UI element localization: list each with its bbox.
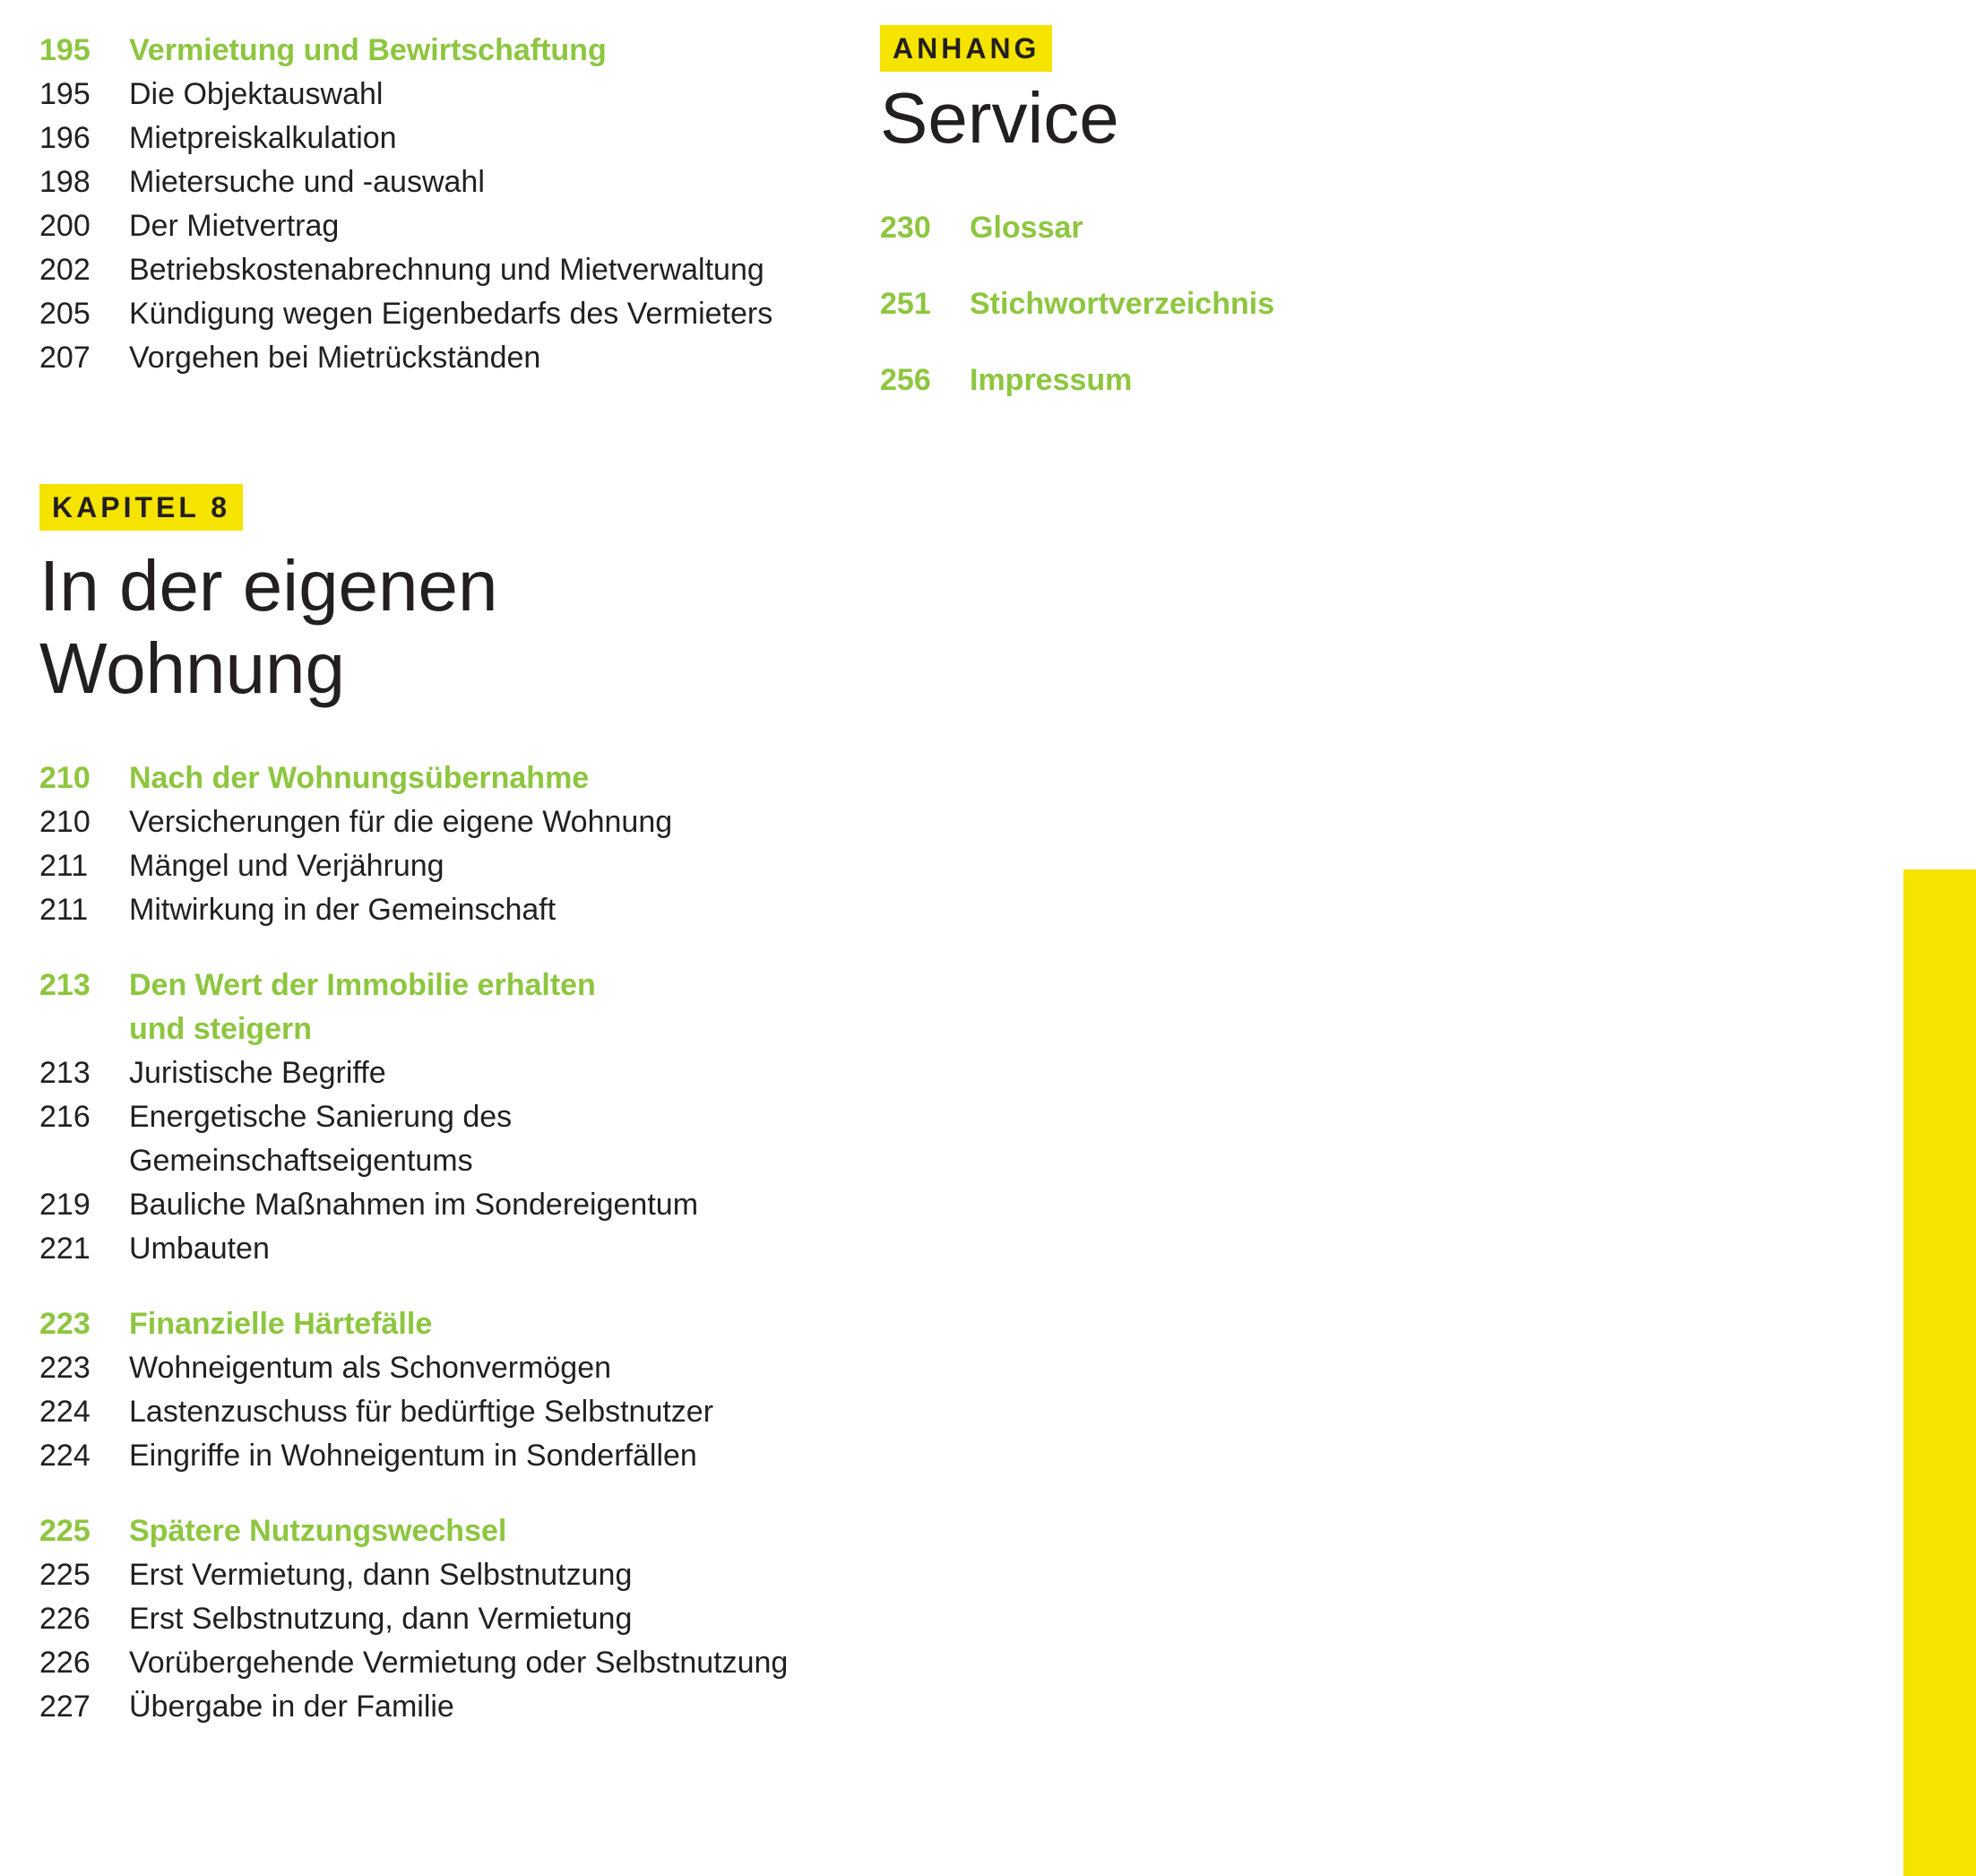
toc-entry[interactable] bbox=[39, 1553, 846, 1597]
toc-entry[interactable] bbox=[39, 160, 846, 204]
toc-section-title: Spätere Nutzungswechsel bbox=[129, 1514, 507, 1548]
toc-entry-title: Umbauten bbox=[129, 1232, 270, 1266]
toc-entry-title: Der Mietvertrag bbox=[129, 209, 340, 243]
toc-page-number: 211 bbox=[39, 849, 89, 883]
toc-page-number: 256 bbox=[880, 363, 931, 397]
toc-page-number: 205 bbox=[39, 297, 91, 331]
section-spacer bbox=[39, 1271, 846, 1302]
toc-page-number: 200 bbox=[39, 209, 91, 243]
toc-entry[interactable] bbox=[39, 1051, 846, 1095]
toc-entry-title: Mietpreiskalkulation bbox=[129, 121, 397, 155]
toc-entry-title: Erst Vermietung, dann Selbstnutzung bbox=[129, 1558, 633, 1592]
toc-title-line: Den Wert der Immobilie erhalten bbox=[129, 968, 596, 1002]
toc-entry[interactable] bbox=[39, 1095, 846, 1183]
toc-entry-title: Mietersuche und -auswahl bbox=[129, 165, 485, 199]
toc-page-number: 223 bbox=[39, 1351, 91, 1385]
toc-entry-title: Die Objektauswahl bbox=[129, 77, 384, 111]
toc-entry-title: Vorübergehende Vermietung oder Selbstnutzung bbox=[129, 1646, 789, 1680]
toc-entry[interactable] bbox=[39, 248, 846, 292]
toc-entry[interactable] bbox=[39, 336, 846, 380]
toc-page-number: 224 bbox=[39, 1439, 91, 1473]
toc-page-number: 225 bbox=[39, 1558, 91, 1592]
chapter-title-line: Wohnung bbox=[39, 628, 346, 708]
toc-page-number: 223 bbox=[39, 1307, 91, 1341]
toc-page-number: 221 bbox=[39, 1232, 91, 1266]
toc-page-number: 195 bbox=[39, 77, 91, 111]
toc-entry-title: Vorgehen bei Mietrückständen bbox=[129, 341, 541, 375]
toc-page-number: 216 bbox=[39, 1100, 91, 1134]
toc-section-heading[interactable] bbox=[880, 282, 1687, 326]
toc-section-heading[interactable] bbox=[39, 29, 846, 73]
appendix-title: Service bbox=[880, 78, 1119, 158]
chapter-title bbox=[39, 545, 498, 710]
toc-page-number: 227 bbox=[39, 1690, 91, 1724]
toc-entry[interactable] bbox=[39, 1434, 846, 1478]
appendix-badge: ANHANG bbox=[880, 25, 1052, 72]
toc-entry[interactable] bbox=[39, 73, 846, 117]
chapter-8-toc bbox=[39, 756, 846, 1729]
toc-entry[interactable] bbox=[39, 1227, 846, 1271]
chapter-8-header bbox=[39, 484, 498, 710]
toc-entry-title: Betriebskostenabrechnung und Mietverwaltung bbox=[129, 253, 764, 287]
toc-section-title: Vermietung und Bewirtschaftung bbox=[129, 33, 607, 67]
toc-page-number: 198 bbox=[39, 165, 91, 199]
toc-page-number: 213 bbox=[39, 968, 91, 1002]
toc-section-heading[interactable] bbox=[39, 964, 846, 1051]
toc-entry-title: Eingriffe in Wohneigentum in Sonderfällen bbox=[129, 1439, 697, 1473]
appendix-toc bbox=[880, 25, 1687, 435]
toc-entry[interactable] bbox=[39, 1685, 846, 1729]
toc-entry-title: Juristische Begriffe bbox=[129, 1056, 386, 1090]
toc-page-number: 210 bbox=[39, 805, 91, 839]
toc-section-heading[interactable] bbox=[39, 756, 846, 800]
toc-entry[interactable] bbox=[39, 1597, 846, 1641]
toc-entry[interactable] bbox=[39, 204, 846, 248]
toc-entry-title: Kündigung wegen Eigenbedarfs des Vermieters bbox=[129, 297, 773, 331]
toc-entry[interactable] bbox=[39, 117, 846, 160]
toc-entry-title: Übergabe in der Familie bbox=[129, 1690, 454, 1724]
toc-entry-title: Wohneigentum als Schonvermögen bbox=[129, 1351, 612, 1385]
toc-section-title: Finanzielle Härtefälle bbox=[129, 1307, 433, 1341]
chapter-badge: KAPITEL 8 bbox=[39, 484, 243, 531]
toc-entry-title: Mängel und Verjährung bbox=[129, 849, 444, 883]
section-spacer bbox=[39, 932, 846, 964]
toc-section-title bbox=[129, 964, 596, 1051]
toc-page-number: 230 bbox=[880, 211, 931, 245]
chapter-edge-tab bbox=[1903, 869, 1976, 1876]
toc-entry[interactable] bbox=[39, 800, 846, 844]
toc-title-line: Gemeinschaftseigentums bbox=[129, 1144, 473, 1178]
toc-section-heading[interactable] bbox=[39, 1509, 846, 1553]
toc-page-number: 251 bbox=[880, 287, 931, 321]
toc-page-number: 202 bbox=[39, 253, 91, 287]
toc-entry[interactable] bbox=[39, 1346, 846, 1390]
section-spacer bbox=[39, 1478, 846, 1509]
chapter-title-line: In der eigenen bbox=[39, 546, 498, 626]
previous-chapter-toc bbox=[39, 29, 846, 380]
toc-page-number: 207 bbox=[39, 341, 91, 375]
toc-page-number: 195 bbox=[39, 33, 91, 67]
toc-section-heading[interactable] bbox=[39, 1302, 846, 1346]
toc-section-heading[interactable] bbox=[880, 206, 1687, 250]
toc-page-number: 224 bbox=[39, 1395, 91, 1429]
toc-entry[interactable] bbox=[39, 1641, 846, 1685]
toc-page-number: 211 bbox=[39, 893, 89, 927]
toc-entry-title bbox=[129, 1095, 512, 1183]
toc-section-title: Glossar bbox=[970, 211, 1083, 245]
toc-page-number: 213 bbox=[39, 1056, 91, 1090]
toc-page-number: 210 bbox=[39, 761, 91, 795]
toc-title-line: und steigern bbox=[129, 1012, 313, 1046]
toc-entry[interactable] bbox=[39, 292, 846, 336]
toc-entry[interactable] bbox=[39, 888, 846, 932]
toc-entry[interactable] bbox=[39, 1390, 846, 1434]
appendix-list bbox=[880, 206, 1687, 402]
toc-entry-title: Erst Selbstnutzung, dann Vermietung bbox=[129, 1602, 633, 1636]
toc-title-line: Energetische Sanierung des bbox=[129, 1100, 513, 1134]
toc-section-title: Nach der Wohnungsübernahme bbox=[129, 761, 590, 795]
toc-section-heading[interactable] bbox=[880, 359, 1687, 402]
toc-entry-title: Versicherungen für die eigene Wohnung bbox=[129, 805, 673, 839]
toc-entry-title: Mitwirkung in der Gemeinschaft bbox=[129, 893, 557, 927]
toc-section-title: Stichwortverzeichnis bbox=[970, 287, 1275, 321]
toc-entry-title: Lastenzuschuss für bedürftige Selbstnutzer bbox=[129, 1395, 714, 1429]
toc-entry[interactable] bbox=[39, 844, 846, 888]
toc-page-number: 225 bbox=[39, 1514, 91, 1548]
toc-page-number: 196 bbox=[39, 121, 91, 155]
toc-section-title: Impressum bbox=[970, 363, 1133, 397]
toc-page-number: 226 bbox=[39, 1602, 91, 1636]
toc-page-number: 219 bbox=[39, 1188, 91, 1222]
toc-page-number: 226 bbox=[39, 1646, 91, 1680]
toc-entry[interactable] bbox=[39, 1183, 846, 1227]
toc-entry-title: Bauliche Maßnahmen im Sondereigentum bbox=[129, 1188, 699, 1222]
